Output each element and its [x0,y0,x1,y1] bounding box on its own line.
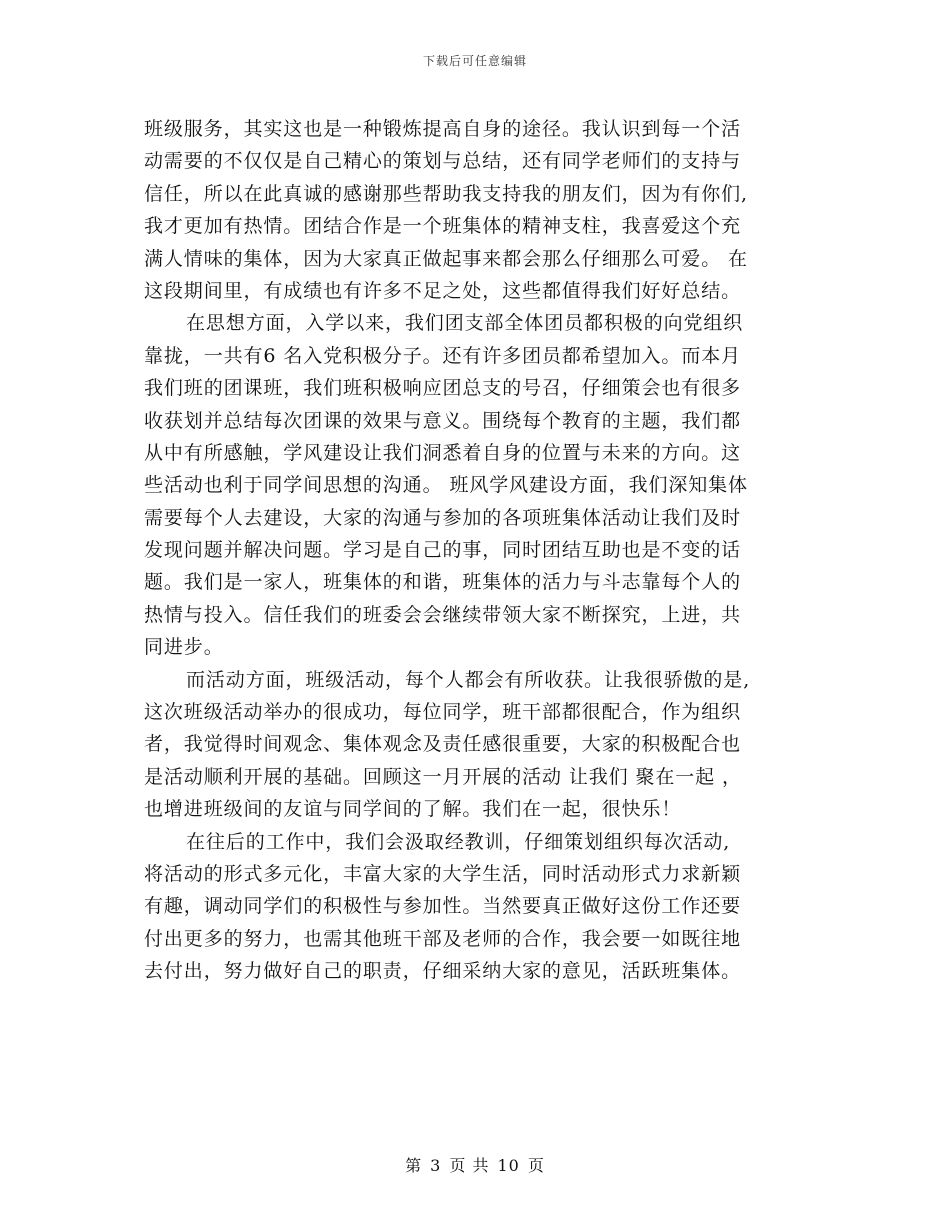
text-line: 信任，所以在此真诚的感谢那些帮助我支持我的朋友们，因为有你们, [144,182,748,205]
text-line: 这段期间里，有成绩也有许多不足之处，这些都值得我们好好总结。 [144,279,742,302]
text-line: 这次班级活动举办的很成功，每位同学，班干部都很配合，作为组织 [144,701,742,724]
text-line: 去付出，努力做好自己的职责，仔细采纳大家的意见，活跃班集体。 [144,960,742,983]
text-line: 些活动也利于同学间思想的沟通。 班风学风建设方面，我们深知集体 [144,474,748,497]
footer-middle: 页 共 [449,1156,490,1175]
text-line: 靠拢，一共有6 名入党积极分子。还有许多团员都希望加入。而本月 [144,344,742,367]
text-line: 班级服务，其实这也是一种锻炼提高自身的途径。我认识到每一个活 [144,118,742,140]
page-footer [0,1153,950,1176]
text-line: 将活动的形式多元化，丰富大家的大学生活，同时活动形式力求新颖 [144,862,742,885]
text-line: 也增进班级间的友谊与同学间的了解。我们在一起，很快乐！ [144,798,682,821]
text-line: 从中有所感触，学风建设让我们洞悉着自身的位置与未来的方向。这 [144,441,742,464]
footer-suffix: 页 [527,1156,545,1175]
text-line: 题。我们是一家人，班集体的和谐，班集体的活力与斗志靠每个人的 [144,571,742,594]
footer-prefix: 第 [405,1156,423,1175]
text-line: 者，我觉得时间观念、集体观念及责任感很重要，大家的积极配合也 [144,733,742,756]
footer-page-number: 3 [430,1156,442,1175]
text-line: 满人情味的集体，因为大家真正做起事来都会那么仔细那么可爱。 在 [144,247,748,270]
text-line: 有趣，调动同学们的积极性与参加性。当然要真正做好这份工作还要 [144,895,742,918]
text-line: 需要每个人去建设，大家的沟通与参加的各项班集体活动让我们及时 [144,506,742,529]
text-line: 收获划并总结每次团课的效果与意义。围绕每个教育的主题，我们都 [144,409,742,432]
text-line: 动需要的不仅仅是自己精心的策划与总结，还有同学老师们的支持与 [144,150,742,173]
text-line: 我才更加有热情。团结合作是一个班集体的精神支柱，我喜爱这个充 [144,215,742,238]
text-line: 在思想方面，入学以来，我们团支部全体团员都积极的向党组织 [186,312,744,335]
text-line: 我们班的团课班，我们班积极响应团总支的号召，仔细策会也有很多 [144,377,742,400]
text-line: 在往后的工作中，我们会汲取经教训，仔细策划组织每次活动, [186,830,731,853]
text-line: 是活动顺利开展的基础。回顾这一月开展的活动 让我们 聚在一起 ， [144,765,742,788]
text-line: 发现问题并解决问题。学习是自己的事，同时团结互助也是不变的话 [144,539,742,562]
text-line: 付出更多的努力，也需其他班干部及老师的合作，我会要一如既往地 [144,927,742,950]
page-header: 下载后可任意编辑 [422,54,527,68]
footer-total-pages: 10 [497,1156,520,1175]
text-line: 同进步。 [144,636,224,659]
body-text [144,113,808,988]
text-line: 热情与投入。信任我们的班委会会继续带领大家不断探究，上进，共 [144,603,742,626]
text-line: 而活动方面，班级活动，每个人都会有所收获。让我很骄傲的是, [186,668,751,691]
